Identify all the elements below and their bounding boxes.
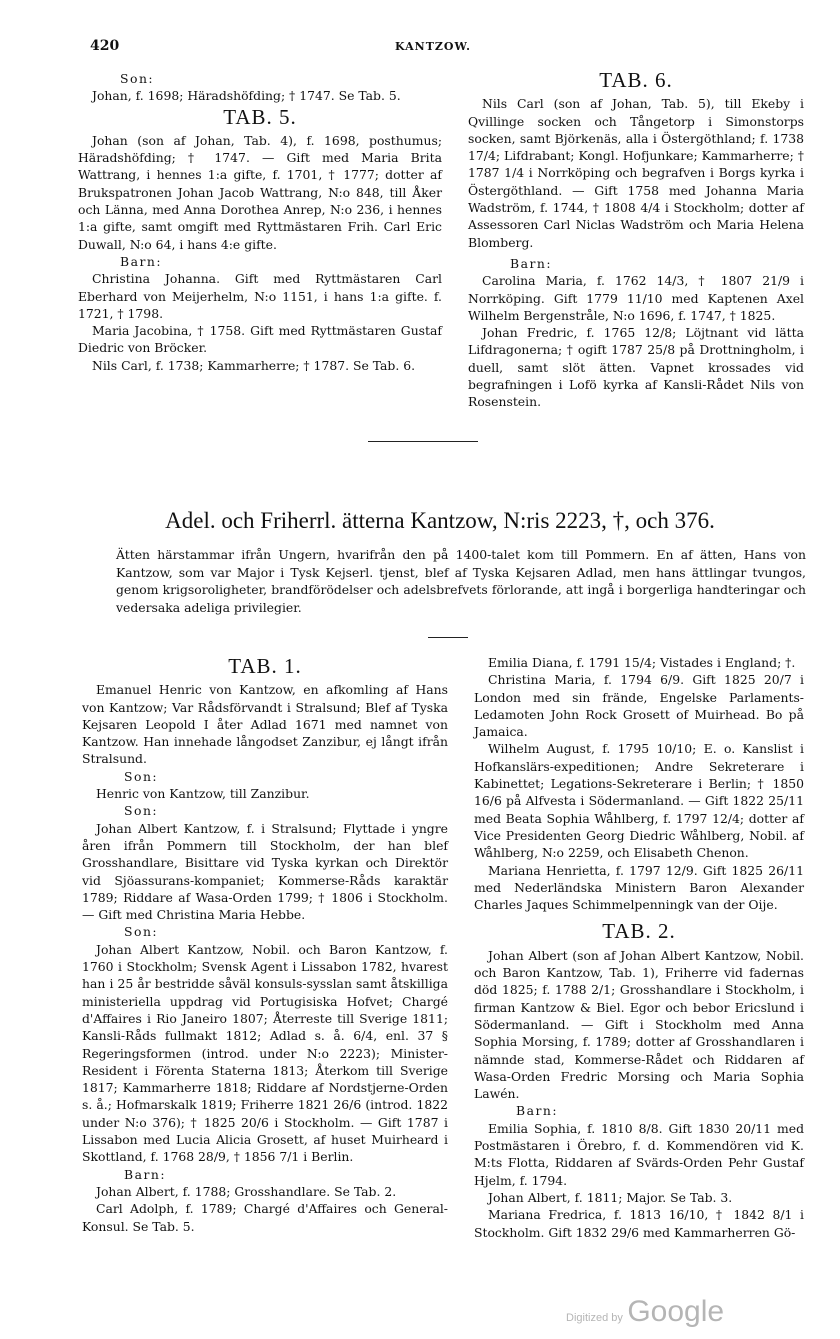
column-top-left <box>78 70 442 374</box>
tab-6-main: Nils Carl (son af Johan, Tab. 5), till Ekeby i Qvillinge socken och Tångetorp i Simonstorps socken, samt Björkenäs, alla i Östergöthland; f. 1738 17/4; Lifdrabant; Kongl. Hofjunkare; Kammarherre; † 1787 1/4 i Norrköping och begrafven i Borgs kyrka i Östergöthland. — Gift 1758 med Johanna Maria Wadström, f. 1744, † 1808 4/4 i Stockholm; dotter af Assessoren Carl Niclas Wadström och Maria Helena Blomberg. <box>468 96 804 250</box>
child-entry: Wilhelm August, f. 1795 10/10; E. o. Kanslist i Hofkanslärs-expeditionen; Andre Sekreterare i Kabinettet; Legations-Sekreterare i Berlin; † 1850 16/6 på Alfvesta i Södermanland. — Gift 1822 25/11 med Beata Sophia Wåhlberg, f. 1797 12/4; dotter af Vice Presidenten Georg Diedric Wåhlberg, Nobil. af Wåhlberg, N:o 2259, och Elisabeth Chenon. <box>474 741 804 861</box>
son-label: Son: <box>124 803 159 819</box>
digitized-text: Digitized by <box>566 1312 623 1324</box>
child-entry: Nils Carl, f. 1738; Kammarherre; † 1787. Se Tab. 6. <box>92 357 416 373</box>
column-top-right <box>468 70 804 411</box>
child-entry: Maria Jacobina, † 1758. Gift med Ryttmästaren Gustaf Diedric von Bröcker. <box>78 323 442 356</box>
running-head: KANTZOW. <box>395 40 471 53</box>
section-intro: Ätten härstammar ifrån Ungern, hvarifrån den på 1400-talet kom till Pommern. En af ätten, Hans von Kantzow, som var Major i Tysk Kejserl. tjenst, blef af Tyska Kejsaren Adlad, men hans ättlingar tvungos, genom krigsoroligheter, brandförödelser och adelsbrefvets förlorande, att ingå i borgerliga handteringar och vedersaka adeliga privilegier. <box>116 547 806 615</box>
son-label: Son: <box>124 924 159 940</box>
child-entry: Emilia Diana, f. 1791 15/4; Vistades i England; †. <box>488 655 796 670</box>
tab-1-para: Emanuel Henric von Kantzow, en afkomling af Hans von Kantzow; Var Rådsförvandt i Stralsund; Blef af Tyska Kejsaren Leopold I åter Adlad 1671 med namnet von Kantzow. Han innehade långodset Zanzibur, ej långt ifrån Stralsund. <box>82 682 448 767</box>
google-watermark <box>566 1295 724 1329</box>
section-divider <box>368 441 478 442</box>
barn-label: Barn: <box>124 1166 167 1182</box>
column-bottom-right <box>474 654 804 1241</box>
barn-label: Barn: <box>516 1103 559 1119</box>
tab-1-para: Henric von Kantzow, till Zanzibur. <box>96 786 310 802</box>
child-entry: Emilia Sophia, f. 1810 8/8. Gift 1830 20/11 med Postmästaren i Örebro, f. d. Kommendören vid K. M:ts Flotta, Riddaren af Svärds-Orden Pehr Gustaf Hjelm, f. 1794. <box>474 1120 804 1188</box>
child-entry: Mariana Henrietta, f. 1797 12/9. Gift 1825 26/11 med Nederländska Ministern Baron Alexander Charles Jaques Schimmelpenningk van der Oije. <box>474 862 804 913</box>
section-title: Adel. och Friherrl. ätterna Kantzow, N:ris 2223, †, och 376. <box>165 508 715 533</box>
tab-1-para: Johan Albert Kantzow, f. i Stralsund; Flyttade i yngre åren ifrån Pommern till Stockholm, der han blef Grosshandlare, Bisittare vid Tyska kyrkan och Direktör vid Sjöassurans-kompaniet; Kommerse-Råds karaktär 1789; Riddare af Wasa-Orden 1799; † 1806 i Stockholm. — Gift med Christina Maria Hebbe. <box>82 820 448 923</box>
column-bottom-left <box>82 654 448 1235</box>
tab-1-para: Johan Albert Kantzow, Nobil. och Baron Kantzow, f. 1760 i Stockholm; Svensk Agent i Lissabon 1782, hvarest han i 25 år bestridde såväl konsuls-sysslan samt åtskilliga ministeriella uppdrag vid Portugisiska Hofvet; Chargé d'Affaires i Rio Janeiro 1807; Återreste till Sverige 1811; Kansli-Råds fullmakt 1812; Adlad s. å. 6/4, enl. 37 § Regeringsformen (introd. under N:o 2223); Minister-Resident i Förenta Staterna 1813; Återkom till Sverige 1817; Kammarherre 1818; Riddare af Nordstjerne-Orden s. å.; Hofmarskalk 1819; Friherre 1821 26/6 (introd. 1822 under N:o 376); † 1825 20/6 i Stockholm. — Gift 1787 i Lissabon med Lucia Alicia Grosett, af huset Muirheard i Skottland, f. 1768 28/9, † 1856 7/1 i Berlin. <box>82 941 448 1165</box>
tab-5-heading: TAB. 5. <box>223 104 297 129</box>
tab-2-main: Johan Albert (son af Johan Albert Kantzow, Nobil. och Baron Kantzow, Tab. 1), Friherre vid fadernas död 1825; f. 1788 2/1; Grosshandlare i Stockholm, i firman Kantzow & Biel. Egor och bebor Ericslund i Södermanland. — Gift i Stockholm med Anna Sophia Morsing, f. 1789; dotter af Grosshandlaren i nämnde stad, Kommerse-Rådet och Riddaren af Wasa-Orden Fredric Morsing och Maria Sophia Lawén. <box>474 947 804 1102</box>
child-entry: Carl Adolph, f. 1789; Chargé d'Affaires och General-Konsul. Se Tab. 5. <box>82 1201 448 1234</box>
son-label: Son: <box>120 71 155 86</box>
son-entry: Johan, f. 1698; Häradshöfding; † 1747. Se Tab. 5. <box>92 88 401 104</box>
page-number: 420 <box>90 38 120 54</box>
tab-2-heading: TAB. 2. <box>602 919 676 944</box>
barn-label: Barn: <box>120 253 163 269</box>
child-entry: Johan Albert, f. 1788; Grosshandlare. Se Tab. 2. <box>96 1183 397 1199</box>
child-entry: Christina Johanna. Gift med Ryttmästaren Carl Eberhard von Meijerhelm, N:o 1151, i hans 1:a gifte. f. 1721, † 1798. <box>78 271 442 321</box>
section-divider-small <box>428 637 468 638</box>
child-entry: Carolina Maria, f. 1762 14/3, † 1807 21/9 i Norrköping. Gift 1779 11/10 med Kaptenen Axel Wilhelm Bergenstråle, N:o 1696, f. 1747, † 1825. <box>468 273 804 323</box>
son-label: Son: <box>124 768 159 784</box>
tab-6-heading: TAB. 6. <box>599 68 673 92</box>
child-entry: Johan Albert, f. 1811; Major. Se Tab. 3. <box>488 1189 733 1205</box>
tab-1-heading: TAB. 1. <box>228 654 302 678</box>
barn-label: Barn: <box>510 255 553 271</box>
child-entry: Christina Maria, f. 1794 6/9. Gift 1825 20/7 i London med sin frände, Engelske Parlaments-Ledamoten John Rock Grosett of Muirhead. Bo på Jamaica. <box>474 672 804 740</box>
google-logo: Google <box>627 1295 725 1328</box>
child-entry: Mariana Fredrica, f. 1813 16/10, † 1842 8/1 i Stockholm. Gift 1832 29/6 med Kammarherren Gö- <box>474 1207 804 1240</box>
tab-5-main: Johan (son af Johan, Tab. 4), f. 1698, posthumus; Häradshöfding; † 1747. — Gift med Maria Brita Wattrang, i hennes 1:a gifte, f. 1701, † 1777; dotter af Brukspatronen Johan Jacob Wattrang, N:o 848, till Åker och Länna, med Anna Dorothea Anrep, N:o 236, i hennes 1:a gifte, samt omgift med Ryttmästaren Frih. Carl Eric Duwall, N:o 64, i hans 4:e gifte. <box>78 132 442 252</box>
child-entry: Johan Fredric, f. 1765 12/8; Löjtnant vid lätta Lifdragonerna; † ogift 1787 25/8 på Drottningholm, i duell, samt slöt ätten. Vapnet krossades vid begrafningen i Lofö kyrka af Kansli-Rådet Nils von Rosenstein. <box>468 325 804 410</box>
